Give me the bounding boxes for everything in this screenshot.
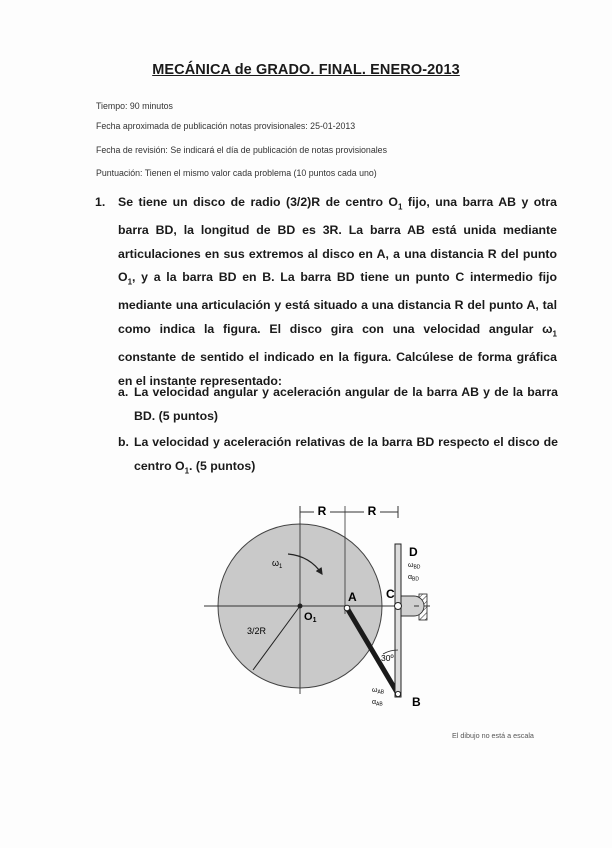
statement-part-a: Se tiene un disco de radio (3/2)R de centro O [118,195,398,209]
publication-date: Fecha aproximada de publicación notas provisionales: 25-01-2013 [96,121,356,131]
dim-label-r1: R [317,504,327,518]
mechanism-diagram [200,494,440,722]
question-a [118,381,558,428]
bar-bd [395,544,401,697]
problem-number: 1. [95,195,106,209]
statement-part-d: constante de sentido el indicado en la figura. Calcúlese de forma gráfica en el instante representado: [118,349,557,388]
question-b-text-b: . (5 puntos) [189,458,256,473]
point-b-label: B [412,695,421,709]
question-b-label: b. [118,435,129,449]
question-b-text-a: La velocidad y aceleración relativas de la barra BD respecto el disco de centro O [134,435,558,473]
statement-sub: 1 [127,277,133,287]
joint-a [344,605,350,611]
omega-bd-label: $\omega_{BD}$ [408,562,421,571]
question-b-text [134,431,558,483]
question-a-label: a. [118,385,129,399]
center-o1-label: O1 [304,611,317,624]
statement-sub: 1 [398,202,403,212]
question-b [118,431,558,483]
alpha-bd-label: $\alpha_{BD}$ [408,574,419,583]
pivot-housing [400,596,424,616]
dim-label-r2: R [367,504,377,518]
question-b-sub: 1 [184,466,190,476]
radius-label: 3/2R [247,626,267,636]
statement-part-c: , y a la barra BD en B. La barra BD tiene un punto C intermedio fijo mediante una articulación y está situado a una distancia R del punto A, tal como indica la figura. El disco gira con una velocidad angular [118,270,557,336]
revision-date: Fecha de revisión: Se indicará el día de publicación de notas provisionales [96,145,387,155]
scale-note: El dibujo no está a escala [452,731,534,740]
omega1-label: $\omega_1$ [272,558,283,570]
exam-duration: Tiempo: 90 minutos [96,101,173,111]
point-a-label: A [348,590,357,604]
alpha-ab-label: $\alpha_{AB}$ [372,699,383,708]
point-c-label: C [386,587,395,601]
angle-label: 30º [381,653,394,663]
omega-symbol: ω [542,321,553,336]
scoring-info: Puntuación: Tienen el mismo valor cada problema (10 puntos cada uno) [96,168,377,178]
exam-title: MECÁNICA de GRADO. FINAL. ENERO-2013 [152,62,460,78]
statement-sub: 1 [552,329,557,339]
question-a-text: La velocidad angular y aceleración angular de la barra AB y de la barra BD. (5 puntos) [134,385,558,423]
problem-1 [95,191,557,393]
problem-statement [118,191,557,393]
joint-c [395,603,402,610]
joint-b [395,691,400,696]
point-d-label: D [409,545,418,559]
omega-ab-label: $\omega_{AB}$ [372,687,385,696]
statement-part-b: fijo, una barra AB y otra barra BD, la longitud de BD es 3R. La barra AB está unida mediante articulaciones en sus extremos al disco en A, a una distancia R del punto O [118,195,557,285]
